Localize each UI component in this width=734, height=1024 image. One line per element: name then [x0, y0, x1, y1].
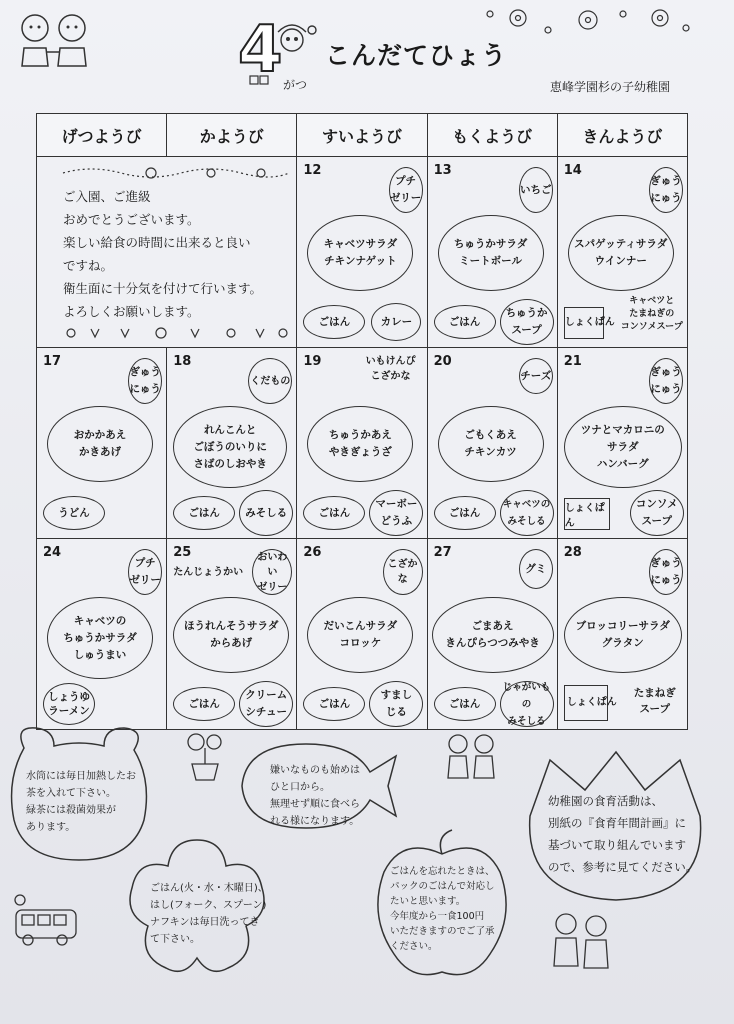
snack-text: ぎゅう [129, 366, 161, 378]
staple-text: ごはん [318, 315, 351, 328]
side-text: みそしる [507, 516, 546, 527]
week-row-3 [37, 539, 688, 730]
snack-oval [519, 358, 553, 394]
notice-text [63, 185, 262, 323]
notice-line: よろしくお願いします。 [63, 304, 200, 319]
staple-oval [303, 305, 365, 339]
dish-text: キャベツサラダ [323, 238, 398, 250]
notice-line: 衛生面に十分気を付けて行います。 [63, 281, 263, 296]
side-text: スープ [511, 324, 542, 336]
day-number: 24 [43, 545, 62, 560]
day-number: 19 [303, 354, 322, 369]
side-text [618, 295, 686, 334]
staple-oval [173, 687, 235, 721]
day-number: 20 [433, 354, 452, 369]
dish-text: ウインナー [594, 255, 647, 267]
day-cell-12 [297, 157, 427, 348]
staple-text: しょくぱん [564, 503, 605, 529]
staple-oval [43, 683, 95, 725]
flower-pot-icon [180, 730, 230, 782]
side-text: スープ [641, 515, 672, 527]
side-line: たまねぎ [633, 687, 676, 699]
side-oval [630, 490, 684, 536]
notice-line: ご入園、ご進級 [63, 189, 151, 204]
bear-note [26, 768, 136, 836]
kids-pair-icon [546, 908, 618, 974]
note-line: 今年度から一食100円 [390, 911, 485, 922]
weekday-tue: かようび [167, 114, 297, 157]
dish-text: からあげ [210, 637, 253, 649]
snack-line: こざかな [370, 371, 411, 382]
side-text: すまし [380, 689, 413, 701]
side-text: みそしる [507, 715, 546, 727]
note-line: ひと口から。 [270, 782, 330, 793]
note-line: 別紙の『食育年間計画』に [548, 816, 686, 830]
week-row-2 [37, 348, 688, 539]
note-line: 幼稚園の食育活動は、 [548, 794, 663, 808]
note-line: パックのごはんで対応し [390, 881, 495, 892]
dish-text: コロッケ [339, 637, 382, 649]
side-oval [239, 490, 293, 536]
side-oval [369, 681, 423, 727]
main-dish-oval [564, 406, 682, 488]
main-dish-oval [47, 406, 153, 482]
kids-pair-icon [440, 728, 504, 784]
note-line: いただきますのでご了承 [390, 926, 495, 937]
menu-calendar [36, 113, 688, 730]
main-dish-oval [173, 406, 287, 488]
snack-text: にゅう [650, 383, 682, 395]
snack-oval [248, 358, 292, 404]
note-line: 水筒には毎日加熱したお [26, 771, 136, 782]
snack-oval [519, 167, 553, 213]
weekday-thu: もくようび [427, 114, 557, 157]
flower-note [150, 880, 268, 948]
note-line: たいと思います。 [390, 896, 466, 907]
week-row-1 [37, 157, 688, 348]
dish-text: チキンナゲット [324, 255, 397, 267]
note-line: ください。 [390, 941, 438, 952]
day-number: 21 [563, 354, 582, 369]
day-cell-18 [167, 348, 297, 539]
side-text: じる [385, 706, 407, 718]
day-cell-24 [37, 539, 167, 730]
main-dish-oval [173, 597, 289, 673]
note-line: ごはん(火・水・木曜日)、 [150, 883, 268, 894]
snack-text: くだもの [250, 375, 291, 387]
dish-text: チキンカツ [464, 446, 517, 458]
day-cell-26 [297, 539, 427, 730]
side-text: シチュー [245, 706, 288, 718]
note-line: あります。 [26, 822, 76, 833]
dish-text: きんぴらつつみやき [445, 637, 540, 649]
main-dish-oval [438, 406, 544, 482]
kids-illustration-icon [10, 8, 100, 78]
dish-text: スパゲッティサラダ [574, 238, 668, 250]
day-cell-19 [297, 348, 427, 539]
staple-oval [434, 305, 496, 339]
school-name: 恵峰学園杉の子幼稚園 [550, 80, 671, 94]
staple-oval [303, 687, 365, 721]
day-cell-28 [557, 539, 687, 730]
dish-text: れんこんと [203, 423, 257, 436]
dish-text: ちゅうかあえ [328, 429, 392, 441]
snack-text: プチ [134, 557, 156, 569]
staple-oval [434, 496, 496, 530]
dish-text: やきぎょうざ [328, 446, 392, 458]
note-line: 緑茶には殺菌効果が [26, 805, 116, 816]
snack-text: いちご [520, 183, 552, 196]
main-dish-oval [432, 597, 554, 673]
day-number: 26 [303, 545, 322, 560]
note-line: ナフキンは毎日洗ってき [150, 917, 260, 928]
side-oval [371, 303, 421, 341]
side-text: どうふ [380, 515, 413, 527]
side-text: キャベツの [502, 499, 551, 510]
side-line: コンソメスープ [620, 322, 683, 332]
snack-oval [389, 167, 423, 213]
snack-text [359, 354, 423, 384]
dish-text: おかかあえ [73, 429, 127, 441]
snack-text: おいわい [257, 551, 288, 578]
dish-text: だいこんサラダ [323, 620, 398, 632]
sakura-flowers-icon [478, 4, 693, 40]
side-oval [239, 681, 293, 727]
staple-text: ごはん [318, 506, 351, 519]
note-line: 無理せず順に食べら [270, 799, 360, 810]
dish-text: サラダ [607, 440, 639, 453]
day-cell-20 [427, 348, 557, 539]
weekday-mon: げつようび [37, 114, 167, 157]
dish-text: ブロッコリーサラダ [575, 620, 670, 632]
dish-text: ハンバーグ [596, 457, 649, 470]
snack-text: にゅう [650, 574, 682, 586]
staple-text: しょくぱん [566, 697, 617, 708]
day-number: 12 [303, 163, 322, 178]
day-number: 14 [563, 163, 582, 178]
snack-text: ゼリー [257, 581, 288, 593]
note-line: はし(フォーク、スプーン) [150, 900, 267, 911]
month-suffix: がつ [283, 78, 308, 92]
snack-text: ぎゅう [650, 175, 682, 187]
day-number: 25 [173, 545, 192, 560]
staple-oval [43, 496, 105, 530]
snack-oval [649, 358, 683, 404]
snack-oval [252, 549, 292, 595]
apple-note [390, 864, 495, 954]
snack-oval [519, 549, 553, 589]
side-text: ちゅうか [505, 307, 548, 319]
side-oval [500, 299, 554, 345]
main-dish-oval [307, 406, 413, 482]
snack-text: チーズ [520, 369, 552, 382]
note-line: ごはんを忘れたときは、 [390, 866, 495, 877]
snack-text: グミ [525, 562, 547, 575]
day-number: 28 [563, 545, 582, 560]
note-line: 茶を入れて下さい。 [26, 788, 116, 799]
snack-text: ぎゅう [650, 366, 682, 378]
side-text: じゃがいもの [502, 681, 551, 710]
day-number: 27 [433, 545, 452, 560]
main-dish-oval [438, 215, 544, 291]
snack-text: にゅう [129, 383, 161, 395]
snack-oval [128, 549, 162, 595]
side-oval [500, 490, 554, 536]
welcome-notice [37, 157, 297, 348]
dish-text: ごもくあえ [464, 429, 517, 441]
side-text: マーボー [375, 498, 418, 510]
staple-oval [303, 496, 365, 530]
dish-text: ちゅうかサラダ [453, 238, 528, 250]
side-line: スープ [639, 703, 670, 715]
side-oval [500, 681, 554, 727]
side-line: キャベツと [629, 296, 675, 306]
dish-text: キャベツの [73, 614, 127, 627]
fish-note [270, 762, 360, 830]
staple-text: ごはん [448, 506, 481, 519]
snack-text: ゼリー [129, 574, 161, 586]
side-oval [369, 490, 423, 536]
snack-text: にゅう [650, 192, 682, 204]
main-dish-oval [307, 215, 413, 291]
dish-text: さばのしおやき [193, 457, 267, 470]
day-cell-17 [37, 348, 167, 539]
note-line: ので、参考に見てください。 [548, 860, 698, 874]
staple-text: うどん [58, 506, 90, 519]
day-number: 13 [433, 163, 452, 178]
day-cell-21 [557, 348, 687, 539]
notice-line: おめでとうございます。 [63, 212, 200, 227]
weekday-wed: すいようび [297, 114, 427, 157]
day-cell-13 [427, 157, 557, 348]
snack-oval [649, 549, 683, 595]
side-line: たまねぎの [629, 309, 675, 319]
event-label: たんじょうかい [173, 567, 244, 578]
dish-text: ツナとマカロニの [580, 423, 665, 436]
day-number: 18 [173, 354, 192, 369]
notice-line: 楽しい給食の時間に出来ると良い [63, 235, 251, 250]
dish-text: ほうれんそうサラダ [183, 620, 279, 632]
snack-text: こざかな [387, 559, 418, 585]
staple-oval [173, 496, 235, 530]
month-number: 4 [238, 13, 283, 87]
staple-text: ごはん [448, 697, 481, 710]
day-cell-14 [557, 157, 687, 348]
dish-text: ごまあえ [471, 620, 514, 632]
snack-text: ぎゅう [650, 557, 682, 569]
tulip-note [548, 790, 697, 878]
staple-text: しょくぱん [564, 317, 615, 328]
bus-icon [10, 890, 82, 950]
snack-oval [649, 167, 683, 213]
dish-text: グラタン [601, 637, 644, 649]
tulip-row-icon [61, 325, 291, 341]
dish-text: しゅうまい [73, 648, 127, 661]
weekday-fri: きんようび [557, 114, 687, 157]
side-text: カレー [380, 315, 413, 328]
snack-line: いもけんぴ [365, 356, 416, 367]
dish-text: ミートボール [459, 255, 522, 267]
main-dish-oval [564, 597, 682, 673]
ribbon-decoration-icon [61, 165, 291, 181]
side-text: コンソメ [635, 498, 678, 510]
staple-text: ごはん [318, 697, 351, 710]
staple-text: ごはん [448, 315, 481, 328]
note-line: れる様になります。 [270, 816, 360, 827]
side-text: みそしる [245, 506, 288, 519]
staple-text: ごはん [188, 697, 220, 710]
main-dish-oval [47, 597, 153, 679]
dish-text: ちゅうかサラダ [63, 631, 137, 644]
notice-line: ですね。 [63, 258, 114, 273]
dish-text: かきあげ [79, 446, 121, 458]
note-line: 嫌いなものも始めは [270, 765, 360, 776]
snack-oval [383, 549, 423, 595]
page-title: こんだてひょう [325, 41, 508, 70]
snack-oval [128, 358, 162, 404]
note-line: 基づいて取り組んでいます [548, 838, 686, 852]
staple-text: しょうゆ ラーメン [48, 691, 90, 717]
side-text [624, 685, 686, 717]
snack-text: プチ [395, 175, 417, 187]
main-dish-oval [568, 215, 674, 291]
side-text: クリーム [245, 689, 288, 701]
staple-text: ごはん [188, 506, 220, 519]
main-dish-oval [307, 597, 413, 673]
note-line: て下さい。 [150, 934, 200, 945]
weekday-header-row [37, 114, 688, 157]
snack-text: ゼリー [389, 192, 422, 204]
dish-text: ごぼうのいりに [193, 440, 267, 453]
day-cell-25 [167, 539, 297, 730]
bread-box [564, 498, 610, 530]
day-cell-27 [427, 539, 557, 730]
staple-oval [434, 687, 496, 721]
day-number: 17 [43, 354, 62, 369]
